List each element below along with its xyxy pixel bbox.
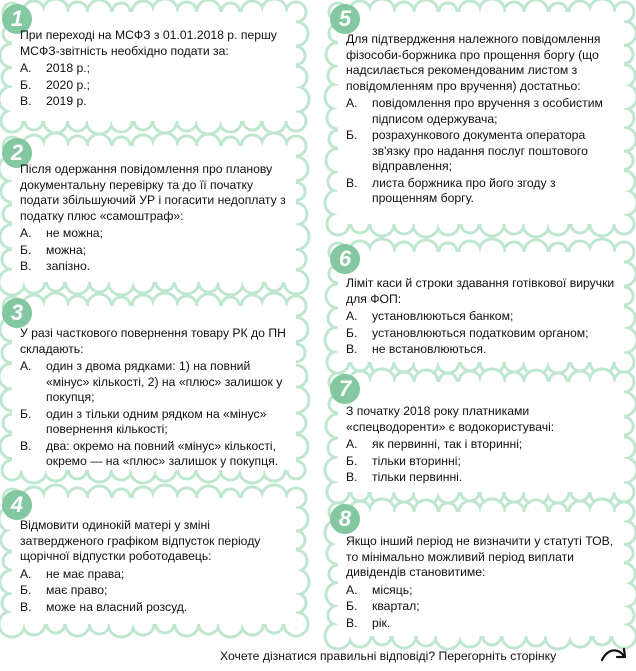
question-card-1 [4, 4, 304, 129]
answer-option [346, 616, 618, 632]
option-text: 2019 р. [46, 94, 87, 108]
answer-option [346, 583, 618, 599]
option-letter: А. [346, 309, 358, 323]
option-text: запізно. [46, 259, 91, 273]
option-text: тільки вторинні; [372, 453, 461, 468]
answer-option [20, 94, 290, 110]
option-text: як первинні, так і вторинні; [372, 437, 523, 451]
curved-arrow-icon [600, 644, 630, 666]
question-content [20, 162, 292, 276]
question-content [20, 518, 288, 616]
option-text: один з тільки одним рядком на «мінус» повернення кількості; [46, 406, 267, 436]
option-letter: В. [346, 615, 358, 630]
option-letter: А. [346, 437, 358, 451]
question-number-badge: 8 [330, 504, 360, 534]
option-letter: А. [20, 61, 32, 75]
question-number-badge: 6 [330, 244, 360, 274]
option-letter: А. [20, 359, 32, 373]
option-text: рік. [372, 615, 391, 630]
question-text: У разі часткового повернення товару РК до ПН складають: [20, 326, 286, 356]
question-card-6 [330, 244, 632, 370]
option-letter: А. [20, 566, 32, 581]
question-card-3 [4, 298, 304, 478]
option-text: не встановлюються. [372, 342, 487, 356]
question-text: З початку 2018 року платниками «спецводоренти» є водокористувачі: [346, 404, 555, 434]
option-letter: В. [20, 438, 32, 453]
answer-option [20, 407, 288, 438]
option-letter: Б. [20, 242, 32, 257]
question-number-badge: 5 [330, 4, 360, 34]
option-text: установлюються податковим органом; [372, 325, 589, 340]
option-text: установлюються банком; [372, 309, 514, 323]
option-letter: В. [346, 342, 358, 356]
option-text: два: окремо на повний «мінус» кількості, окремо — на «плюс» залишок у покупця. [46, 438, 279, 468]
question-content [346, 32, 618, 208]
answer-option [346, 309, 616, 325]
question-number-badge: 2 [2, 138, 32, 168]
option-letter: Б. [20, 583, 32, 597]
answer-option [20, 78, 290, 94]
answer-option [346, 599, 618, 615]
option-text: розрахункового документа оператора зв'язку про надання послуг поштового відправлення; [372, 128, 588, 173]
question-content [20, 326, 288, 471]
answer-option [20, 439, 288, 470]
question-card-7 [330, 374, 632, 500]
question-number-badge: 4 [2, 490, 32, 520]
answer-option [20, 600, 288, 616]
question-content [20, 28, 290, 111]
question-number-badge: 3 [2, 298, 32, 328]
option-letter: Б. [346, 599, 358, 613]
answer-option [20, 583, 288, 599]
option-text: 2018 р.; [46, 61, 91, 75]
option-text: тільки первинні. [372, 470, 463, 484]
option-letter: В. [20, 94, 32, 108]
question-text: Для підтвердження належного повідомлення фізособи-боржника про прощення боргу (що надсилається рекомендованим листом з повідомленням про вручення) достатньо: [346, 32, 601, 93]
option-text: листа боржника про його згоду з прощенням боргу. [372, 175, 556, 205]
option-text: 2020 р.; [46, 77, 91, 92]
answer-option [346, 454, 618, 470]
answer-option [20, 567, 288, 583]
option-letter: В. [20, 599, 32, 614]
answer-option [20, 61, 290, 77]
question-number-badge: 7 [330, 374, 360, 404]
option-letter: А. [346, 582, 358, 597]
question-content [346, 534, 618, 632]
answer-option [20, 226, 292, 242]
answer-option [346, 470, 618, 486]
option-letter: Б. [20, 406, 32, 421]
question-text: При переході на МСФЗ з 01.01.2018 р. першу МСФЗ-звітність необхідно подати за: [20, 28, 277, 58]
question-text: Відмовити одинокій матері у зміні затвердженого графіком відпусток періоду щорічної відпустки роботодавець: [20, 518, 261, 563]
option-letter: Б. [20, 77, 32, 92]
option-letter: Б. [346, 453, 358, 468]
option-text: повідомлення про вручення з особистим підписом одержувача; [372, 96, 603, 126]
option-text: не має права; [46, 566, 125, 581]
question-card-8 [330, 504, 632, 644]
answer-option [346, 176, 618, 207]
question-card-5 [330, 4, 632, 232]
answer-option [20, 359, 288, 406]
answer-option [20, 243, 292, 259]
question-text: Якщо інший період не визначити у статуті ТОВ, то мінімально можливий період виплати дивідендів становитиме: [346, 534, 614, 579]
option-letter: Б. [346, 325, 358, 340]
option-text: квартал; [372, 599, 420, 613]
answer-option [20, 259, 292, 275]
question-number-badge: 1 [2, 4, 32, 34]
question-content [346, 404, 618, 487]
question-content [346, 276, 616, 359]
option-letter: А. [20, 226, 32, 240]
option-text: може на власний розсуд. [46, 599, 188, 614]
option-text: один з двома рядками: 1) на повний «мінус» кількості, 2) на «плюс» залишок у покупця; [46, 359, 283, 404]
answer-option [346, 96, 618, 127]
answer-option [346, 326, 616, 342]
answer-option [346, 128, 618, 175]
option-letter: Б. [346, 128, 358, 142]
option-text: має право; [46, 583, 108, 597]
option-letter: В. [346, 470, 358, 484]
option-letter: В. [346, 175, 358, 190]
question-card-4 [4, 490, 304, 632]
footer-hint: Хочете дізнатися правильні відповіді? Перегорніть сторінку [220, 649, 557, 663]
question-text: Після одержання повідомлення про планову документальну перевірку та до її початку подати збільшуючий УР і погасити недоплату з податку плюс «самоштраф»: [20, 162, 286, 223]
question-text: Ліміт каси й строки здавання готівкової виручки для ФОП: [346, 276, 615, 306]
answer-option [346, 342, 616, 358]
option-letter: А. [346, 96, 358, 110]
answer-option [346, 437, 618, 453]
option-text: можна; [46, 242, 87, 257]
option-text: місяць; [372, 582, 413, 597]
option-text: не можна; [46, 226, 103, 240]
question-card-2 [4, 138, 304, 290]
option-letter: В. [20, 259, 32, 273]
